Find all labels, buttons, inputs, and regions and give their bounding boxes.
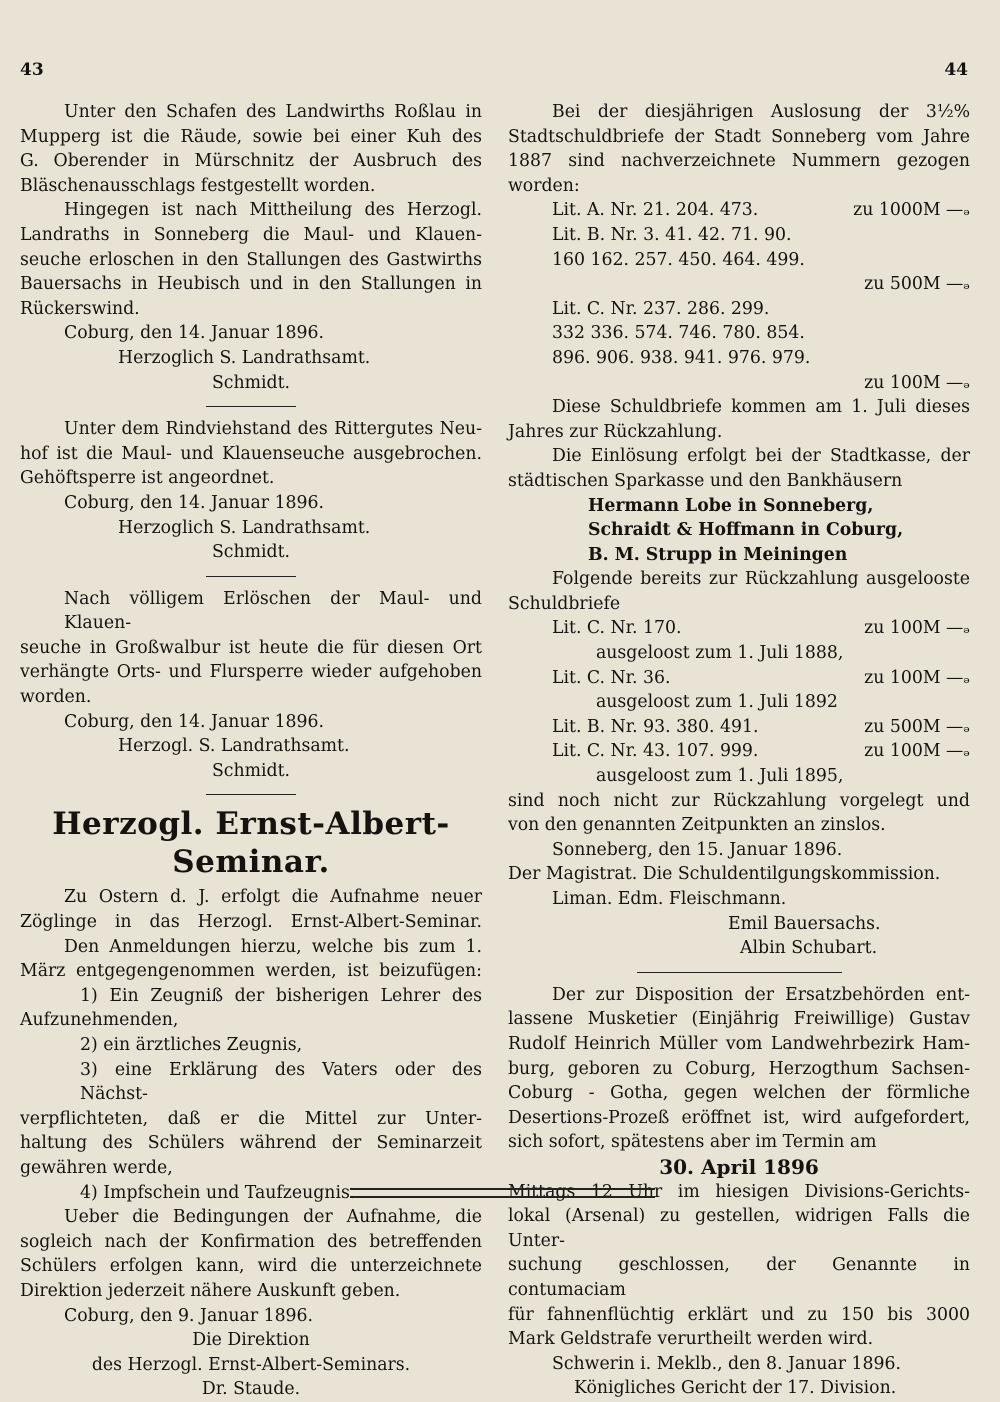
text-line: Bläschenausschlags festgestellt worden. bbox=[20, 175, 376, 196]
text-line: suchung geschlossen, der Genannte in contumaciam bbox=[508, 1255, 970, 1300]
text-line: Rückerswind. bbox=[20, 298, 140, 319]
text-line: März entgegengenommen werden, ist beizufügen: bbox=[20, 961, 482, 982]
lot-numbers: Lit. B. Nr. 93. 380. 491. bbox=[552, 716, 759, 737]
text-line: Mittags 12 Uhr im hiesigen Divisions-Gerichts- bbox=[508, 1181, 970, 1202]
lot-numbers bbox=[508, 371, 832, 396]
table-row bbox=[508, 739, 970, 764]
lot-amount: zu 1000M —ₔ bbox=[853, 200, 970, 221]
table-row bbox=[508, 641, 970, 666]
lot-numbers: Lit. B. Nr. 3. 41. 42. 71. 90. bbox=[552, 224, 792, 245]
notice-authority: des Herzogl. Ernst-Albert-Seminars. bbox=[91, 1354, 411, 1375]
notice-authority: Herzogl. S. Landrathsamt. bbox=[118, 736, 350, 757]
lot-amount: zu 100M —ₔ bbox=[864, 372, 970, 393]
notice-seminar-admission bbox=[20, 885, 482, 1401]
bank-name: B. M. Strupp in Meiningen bbox=[588, 544, 848, 565]
text-line: G. Oberender in Mürschnitz der Ausbruch des bbox=[20, 151, 482, 172]
lot-amount bbox=[832, 248, 970, 273]
notice-grosswalbur-lifted bbox=[20, 587, 482, 784]
lot-numbers: Lit. A. Nr. 21. 204. 473. bbox=[552, 200, 759, 221]
text-line: sich sofort, spätestens aber im Termin am bbox=[508, 1132, 877, 1153]
text-line: Zu Ostern d. J. erfolgt die Aufnahme neuer bbox=[64, 887, 482, 908]
lot-numbers: Lit. C. Nr. 36. bbox=[552, 667, 671, 688]
drawn-numbers-table bbox=[508, 198, 970, 395]
text-line: Ueber die Bedingungen der Aufnahme, die bbox=[64, 1207, 482, 1228]
separator-rule bbox=[206, 794, 296, 795]
text-line: Den Anmeldungen hierzu, welche bis zum 1. bbox=[64, 936, 482, 957]
text-line: Direktion jederzeit nähere Auskunft geben. bbox=[20, 1280, 401, 1301]
text-line: worden. bbox=[20, 687, 92, 708]
lot-amount bbox=[832, 346, 970, 371]
text-line: Hingegen ist nach Mittheilung des Herzogl. bbox=[64, 200, 482, 221]
notice-date: Sonneberg, den 15. Januar 1896. bbox=[552, 839, 843, 860]
text-line: 1887 sind nachverzeichnete Nummern gezogen worden: bbox=[508, 151, 970, 196]
notice-authority: Der Magistrat. Die Schuldentilgungskommission. bbox=[508, 864, 941, 885]
text-line: für fahnenflüchtig erklärt und zu 150 bis 3000 bbox=[508, 1304, 970, 1325]
earlier-drawings-table bbox=[508, 616, 970, 788]
table-row bbox=[508, 764, 970, 789]
list-item: 4) Impfschein und Taufzeugnis. bbox=[80, 1182, 356, 1203]
table-row bbox=[508, 321, 970, 346]
lot-amount bbox=[926, 690, 970, 715]
text-line: städtischen Sparkasse und den Bankhäusern bbox=[508, 470, 903, 491]
list-item: 2) ein ärztliches Zeugnis, bbox=[80, 1035, 303, 1055]
bottom-double-rule bbox=[350, 1188, 655, 1198]
notice-signature: Dr. Staude. bbox=[201, 1379, 301, 1400]
text-line: Unter den Schafen des Landwirths Roßlau in bbox=[64, 102, 482, 122]
notice-authority: Herzoglich S. Landrathsamt. bbox=[118, 517, 371, 538]
text-line: Diese Schuldbriefe kommen am 1. Juli dieses bbox=[552, 397, 970, 418]
table-row bbox=[508, 371, 970, 396]
text-line: haltung des Schülers während der Seminarzeit bbox=[20, 1133, 482, 1154]
text-line: Zöglinge in das Herzogl. Ernst-Albert-Seminar. bbox=[20, 912, 482, 933]
notice-signature: Emil Bauersachs. bbox=[728, 913, 881, 934]
text-line: Schuldbriefe bbox=[508, 593, 621, 614]
bank-item bbox=[508, 518, 970, 543]
separator-rule bbox=[206, 576, 296, 577]
text-line: Bei der diesjährigen Auslosung der 3½% bbox=[552, 102, 970, 122]
bank-list bbox=[508, 494, 970, 568]
text-line: sogleich nach der Konfirmation des betreffenden bbox=[20, 1231, 482, 1252]
bank-item bbox=[508, 494, 970, 519]
text-line: lokal (Arsenal) zu gestellen, widrigen Falls die Unter- bbox=[508, 1206, 970, 1251]
notice-date: Coburg, den 14. Januar 1896. bbox=[64, 323, 325, 344]
text-line: sind noch nicht zur Rückzahlung vorgelegt und bbox=[508, 790, 970, 811]
table-row bbox=[508, 297, 970, 322]
table-row bbox=[508, 248, 970, 273]
lot-numbers: 160 162. 257. 450. 464. 499. bbox=[552, 249, 805, 270]
bank-item bbox=[508, 543, 970, 568]
text-line: Nach völligem Erlöschen der Maul- und Klauen- bbox=[64, 588, 482, 634]
notice-signature: Schmidt. bbox=[211, 542, 291, 563]
notice-scab-disease bbox=[20, 100, 482, 395]
text-line: seuche in Großwalbur ist heute die für diesen Ort bbox=[20, 637, 482, 658]
notice-date: Coburg, den 14. Januar 1896. bbox=[64, 711, 325, 732]
text-line: Die Einlösung erfolgt bei der Stadtkasse, der bbox=[552, 446, 970, 467]
text-line: verpflichteten, daß er die Mittel zur Unter- bbox=[20, 1108, 482, 1129]
text-line: gewähren werde, bbox=[20, 1157, 173, 1178]
left-column bbox=[20, 100, 482, 1402]
text-line: Jahres zur Rückzahlung. bbox=[508, 421, 723, 442]
text-line: Landraths in Sonneberg die Maul- und Klauen- bbox=[20, 224, 482, 245]
notice-signature: Albin Schubart. bbox=[740, 938, 878, 959]
text-line: Der zur Disposition der Ersatzbehörden ent- bbox=[552, 984, 970, 1005]
notice-date: Coburg, den 14. Januar 1896. bbox=[64, 492, 325, 513]
lot-numbers: ausgeloost zum 1. Juli 1888, bbox=[596, 643, 844, 664]
lot-amount bbox=[926, 641, 970, 666]
lot-amount: zu 100M —ₔ bbox=[864, 741, 970, 762]
lot-amount: zu 100M —ₔ bbox=[864, 667, 970, 688]
notice-date: Coburg, den 9. Januar 1896. bbox=[64, 1305, 314, 1326]
notice-authority: Königliches Gericht der 17. Division. bbox=[574, 1378, 897, 1399]
lot-amount bbox=[832, 297, 970, 322]
table-row bbox=[508, 666, 970, 691]
table-row bbox=[508, 223, 970, 248]
text-line: Schülers erfolgen kann, wird die unterzeichnete bbox=[20, 1256, 482, 1277]
notice-signature: Liman. Edm. Fleischmann. bbox=[552, 889, 787, 909]
notice-authority: Herzoglich S. Landrathsamt. bbox=[118, 347, 371, 368]
bank-name: Schraidt & Hoffmann in Coburg, bbox=[588, 520, 904, 541]
text-line: von den genannten Zeitpunkten an zinslos. bbox=[508, 815, 886, 836]
text-line: verhängte Orts- und Flursperre wieder aufgehoben bbox=[20, 662, 482, 683]
notice-neuhof-outbreak bbox=[20, 417, 482, 565]
seminar-heading: Herzogl. Ernst-Albert-Seminar. bbox=[52, 806, 450, 881]
list-item: 3) eine Erklärung des Vaters oder des Nächst- bbox=[80, 1059, 482, 1105]
table-row bbox=[508, 346, 970, 371]
text-line: burg, geboren zu Coburg, Herzogthum Sachsen- bbox=[508, 1058, 970, 1079]
lot-amount bbox=[926, 764, 970, 789]
text-line: Desertions-Prozeß eröffnet ist, wird aufgefordert, bbox=[508, 1107, 970, 1128]
right-column bbox=[508, 100, 970, 1401]
text-line: Gehöftsperre ist angeordnet. bbox=[20, 468, 275, 489]
text-line: Aufzunehmenden, bbox=[20, 1010, 179, 1031]
lot-numbers: 896. 906. 938. 941. 976. 979. bbox=[552, 347, 811, 368]
lot-numbers: Lit. C. Nr. 43. 107. 999. bbox=[552, 741, 759, 762]
lot-amount bbox=[832, 321, 970, 346]
text-line: Mark Geldstrafe verurtheilt werden wird. bbox=[508, 1329, 874, 1350]
text-line: Mupperg ist die Räude, sowie bei einer Kuh des bbox=[20, 126, 482, 147]
text-line: Coburg - Gotha, gegen welchen der förmliche bbox=[508, 1083, 970, 1104]
lot-amount bbox=[832, 223, 970, 248]
notice-authority: Die Direktion bbox=[192, 1330, 310, 1351]
text-line: hof ist die Maul- und Klauenseuche ausgebrochen. bbox=[20, 443, 482, 464]
text-line: Unter dem Rindviehstand des Rittergutes Neu- bbox=[64, 419, 482, 440]
lot-numbers: ausgeloost zum 1. Juli 1895, bbox=[596, 766, 844, 787]
notice-debt-drawing bbox=[508, 100, 970, 961]
lot-numbers: Lit. C. Nr. 237. 286. 299. bbox=[552, 298, 770, 319]
notice-signature: Schmidt. bbox=[211, 372, 291, 393]
notice-date: Schwerin i. Meklb., den 8. Januar 1896. bbox=[552, 1353, 901, 1374]
lot-amount: zu 500M —ₔ bbox=[864, 716, 970, 737]
table-row bbox=[508, 715, 970, 740]
lot-amount: zu 500M —ₔ bbox=[864, 274, 970, 295]
text-line: Rudolf Heinrich Müller vom Landwehrbezirk Ham- bbox=[508, 1033, 970, 1054]
list-item: 1) Ein Zeugniß der bisherigen Lehrer des bbox=[80, 985, 482, 1006]
text-line: lassene Musketier (Einjährig Freiwillige) Gustav bbox=[508, 1009, 970, 1030]
table-row bbox=[508, 272, 970, 297]
bank-name: Hermann Lobe in Sonneberg, bbox=[588, 495, 874, 516]
table-row bbox=[508, 616, 970, 641]
page-number-right: 44 bbox=[944, 60, 968, 80]
text-line: Bauersachs in Heubisch und in den Stallungen in bbox=[20, 274, 482, 295]
text-line: Stadtschuldbriefe der Stadt Sonneberg vom Jahre bbox=[508, 126, 970, 147]
summons-date: 30. April 1896 bbox=[659, 1154, 819, 1179]
text-line: Folgende bereits zur Rückzahlung ausgelooste bbox=[552, 569, 970, 590]
table-row bbox=[508, 198, 970, 223]
lot-numbers bbox=[508, 272, 832, 297]
page-number-left: 43 bbox=[20, 60, 44, 80]
text-line: seuche erloschen in den Stallungen des Gastwirths bbox=[20, 249, 482, 270]
lot-amount: zu 100M —ₔ bbox=[864, 618, 970, 639]
lot-numbers: 332 336. 574. 746. 780. 854. bbox=[552, 323, 805, 344]
table-row bbox=[508, 690, 970, 715]
separator-rule bbox=[637, 972, 842, 973]
notice-signature: Schmidt. bbox=[211, 760, 291, 781]
lot-numbers: Lit. C. Nr. 170. bbox=[552, 618, 682, 639]
separator-rule bbox=[206, 406, 296, 407]
lot-numbers: ausgeloost zum 1. Juli 1892 bbox=[596, 692, 838, 713]
